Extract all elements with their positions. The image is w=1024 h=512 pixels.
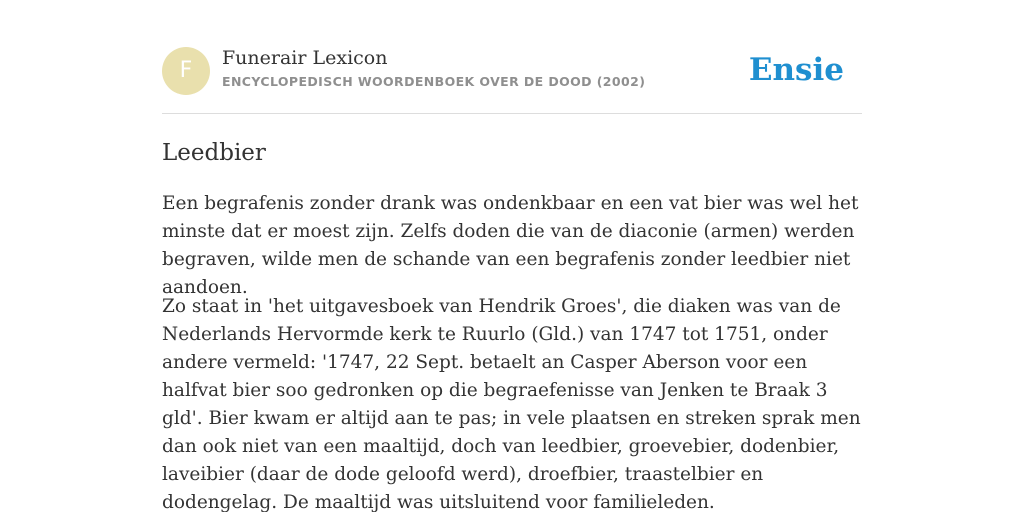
- ensie-logo[interactable]: Ensie: [748, 52, 844, 88]
- book-subtitle: ENCYCLOPEDISCH WOORDENBOEK OVER DE DOOD (2002): [222, 74, 646, 89]
- entry-paragraph: Een begrafenis zonder drank was ondenkbaar en een vat bier was wel het minste dat er moest zijn. Zelfs doden die van de diaconie (armen) werden begraven, wilde men de schande van een begrafenis zonder leedbier niet aandoen.: [162, 193, 859, 298]
- header-divider: [162, 113, 862, 114]
- book-title[interactable]: Funerair Lexicon: [222, 47, 388, 69]
- header: [162, 46, 862, 96]
- entry-title: Leedbier: [162, 140, 266, 166]
- entry-paragraph: Zo staat in 'het uitgavesboek van Hendrik Groes', die diaken was van de Nederlands Hervormde kerk te Ruurlo (Gld.) van 1747 tot 1751, onder andere vermeld: '1747, 22 Sept. betaelt an Casper Aberson voor een halfvat bier soo gedronken op die begraefenisse van Jenken te Braak 3 gld'. Bier kwam er altijd aan te pas; in vele plaatsen en streken sprak men dan ook niet van een maaltijd, doch van leedbier, groevebier, dodenbier, laveibier (daar de dode geloofd werd), droefbier, traastelbier en dodengelag. De maaltijd was uitsluitend voor familieleden.: [162, 296, 861, 512]
- book-avatar[interactable]: F: [162, 47, 210, 95]
